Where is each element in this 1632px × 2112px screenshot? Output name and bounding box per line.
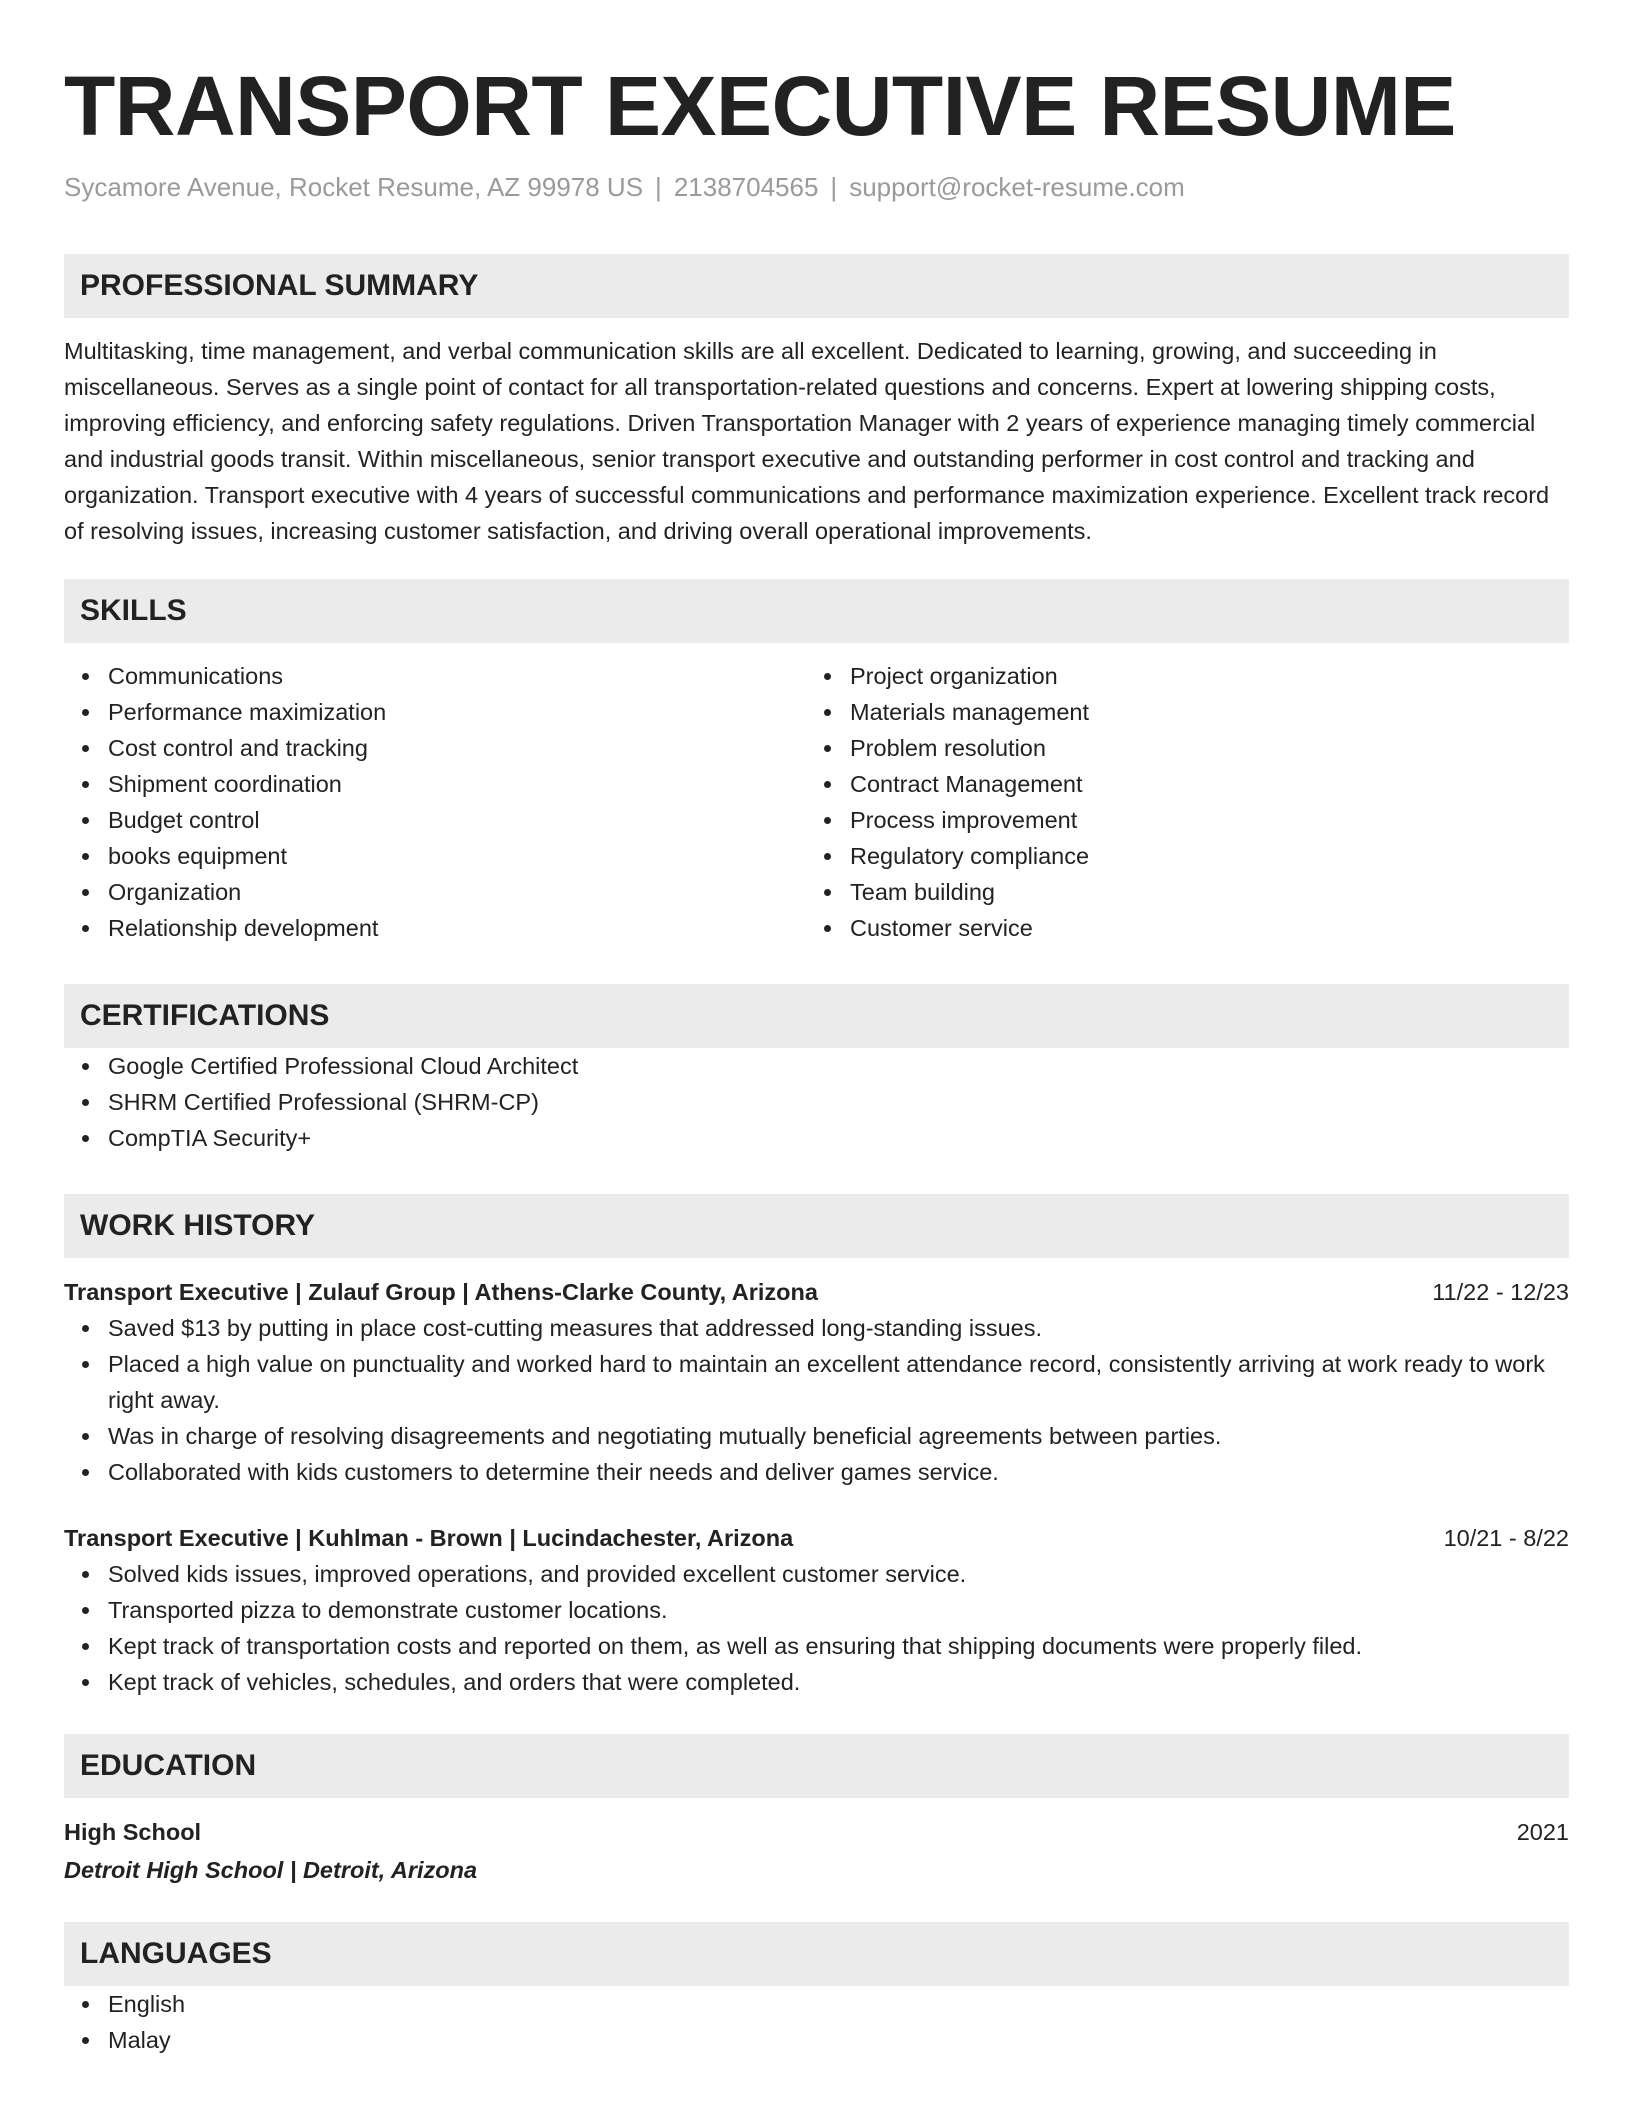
skill-item: Materials management (806, 694, 1548, 730)
bullet-icon (82, 2001, 89, 2008)
contact-line (64, 170, 1569, 204)
resume-page (64, 56, 1569, 2058)
job-entry (64, 1520, 1569, 1700)
bullet-icon (82, 745, 89, 752)
contact-phone: 2138704565 (673, 172, 819, 202)
skill-item: Relationship development (64, 910, 806, 946)
skill-item: Contract Management (806, 766, 1548, 802)
job-bullets (64, 1556, 1569, 1700)
job-bullet: Solved kids issues, improved operations, and provided excellent customer service. (64, 1556, 1569, 1592)
skill-item: Process improvement (806, 802, 1548, 838)
certification-item: CompTIA Security+ (64, 1120, 1569, 1156)
bullet-icon (82, 1099, 89, 1106)
bullet-icon (82, 709, 89, 716)
languages-list (64, 1986, 1569, 2058)
bullet-icon (82, 1325, 89, 1332)
bullet-icon (824, 817, 831, 824)
bullet-icon (82, 1643, 89, 1650)
education-degree: High School (64, 1819, 202, 1845)
job-title: Transport Executive | Kuhlman - Brown | Lucindachester, Arizona (64, 1525, 794, 1551)
bullet-icon (82, 1607, 89, 1614)
bullet-icon (82, 1433, 89, 1440)
resume-title: TRANSPORT EXECUTIVE RESUME (64, 59, 1456, 153)
job-title: Transport Executive | Zulauf Group | Athens-Clarke County, Arizona (64, 1279, 818, 1305)
job-dates: 10/21 - 8/22 (1443, 1525, 1569, 1551)
bullet-icon (82, 1063, 89, 1070)
bullet-icon (824, 673, 831, 680)
skill-item: Regulatory compliance (806, 838, 1548, 874)
bullet-icon (82, 1135, 89, 1142)
bullet-icon (824, 709, 831, 716)
certifications-list (64, 1048, 1569, 1156)
contact-separator: | (655, 172, 662, 202)
education-school: Detroit High School | Detroit, Arizona (64, 1857, 478, 1883)
job-bullet: Collaborated with kids customers to determine their needs and deliver games service. (64, 1454, 1569, 1490)
section-header-certifications: CERTIFICATIONS (64, 984, 1569, 1048)
skill-item: Team building (806, 874, 1548, 910)
contact-email: support@rocket-resume.com (849, 172, 1185, 202)
certification-item: Google Certified Professional Cloud Architect (64, 1048, 1569, 1084)
bullet-icon (824, 925, 831, 932)
job-bullet: Saved $13 by putting in place cost-cutting measures that addressed long-standing issues. (64, 1310, 1569, 1346)
education-year: 2021 (1516, 1819, 1569, 1845)
job-header (64, 1520, 1569, 1556)
bullet-icon (824, 745, 831, 752)
bullet-icon (824, 781, 831, 788)
job-bullet: Was in charge of resolving disagreements and negotiating mutually beneficial agreements between parties. (64, 1418, 1569, 1454)
certification-item: SHRM Certified Professional (SHRM-CP) (64, 1084, 1569, 1120)
section-header-education: EDUCATION (64, 1734, 1569, 1798)
education-entry (64, 1814, 1569, 1888)
skill-item: Shipment coordination (64, 766, 806, 802)
job-header (64, 1274, 1569, 1310)
job-entry (64, 1274, 1569, 1490)
bullet-icon (82, 673, 89, 680)
bullet-icon (824, 853, 831, 860)
skill-item: Performance maximization (64, 694, 806, 730)
skill-item: Organization (64, 874, 806, 910)
section-header-languages: LANGUAGES (64, 1922, 1569, 1986)
skill-item: Problem resolution (806, 730, 1548, 766)
skills-grid (64, 658, 1569, 946)
contact-address: Sycamore Avenue, Rocket Resume, AZ 99978 US (64, 172, 644, 202)
skill-item: Customer service (806, 910, 1548, 946)
bullet-icon (824, 889, 831, 896)
education-header (64, 1814, 1569, 1850)
job-bullet: Transported pizza to demonstrate customer locations. (64, 1592, 1569, 1628)
skills-column-left (64, 658, 806, 946)
skill-item: Cost control and tracking (64, 730, 806, 766)
skill-item: Project organization (806, 658, 1548, 694)
job-dates: 11/22 - 12/23 (1432, 1279, 1569, 1305)
bullet-icon (82, 817, 89, 824)
job-bullet: Kept track of transportation costs and reported on them, as well as ensuring that shipping documents were properly filed. (64, 1628, 1569, 1664)
bullet-icon (82, 853, 89, 860)
bullet-icon (82, 1469, 89, 1476)
language-item: Malay (64, 2022, 1569, 2058)
summary-text: Multitasking, time management, and verbal communication skills are all excellent. Dedicated to learning, growing, and succeeding in miscellaneous. Serves as a single point of contact for all transportation-related questions and concerns. Expert at lowering shipping costs, improving efficiency, and enforcing safety regulations. Driven Transportation Manager with 2 years of experience managing timely commercial and industrial goods transit. Within miscellaneous, senior transport executive and outstanding performer in cost control and tracking and organization. Transport executive with 4 years of successful communications and performance maximization experience. Excellent track record of resolving issues, increasing customer satisfaction, and driving overall operational improvements. (64, 338, 1550, 544)
skill-item: Communications (64, 658, 806, 694)
bullet-icon (82, 1679, 89, 1686)
skill-item: Budget control (64, 802, 806, 838)
section-header-summary: PROFESSIONAL SUMMARY (64, 254, 1569, 318)
bullet-icon (82, 781, 89, 788)
bullet-icon (82, 1361, 89, 1368)
contact-separator: | (830, 172, 838, 202)
section-header-work-history: WORK HISTORY (64, 1194, 1569, 1258)
bullet-icon (82, 2037, 89, 2044)
job-bullet: Kept track of vehicles, schedules, and orders that were completed. (64, 1664, 1569, 1700)
language-item: English (64, 1986, 1569, 2022)
job-bullets (64, 1310, 1569, 1490)
section-header-skills: SKILLS (64, 579, 1569, 643)
bullet-icon (82, 925, 89, 932)
skills-column-right (806, 658, 1548, 946)
job-bullet: Placed a high value on punctuality and worked hard to maintain an excellent attendance record, consistently arriving at work ready to work right away. (64, 1346, 1569, 1418)
bullet-icon (82, 1571, 89, 1578)
skill-item: books equipment (64, 838, 806, 874)
bullet-icon (82, 889, 89, 896)
